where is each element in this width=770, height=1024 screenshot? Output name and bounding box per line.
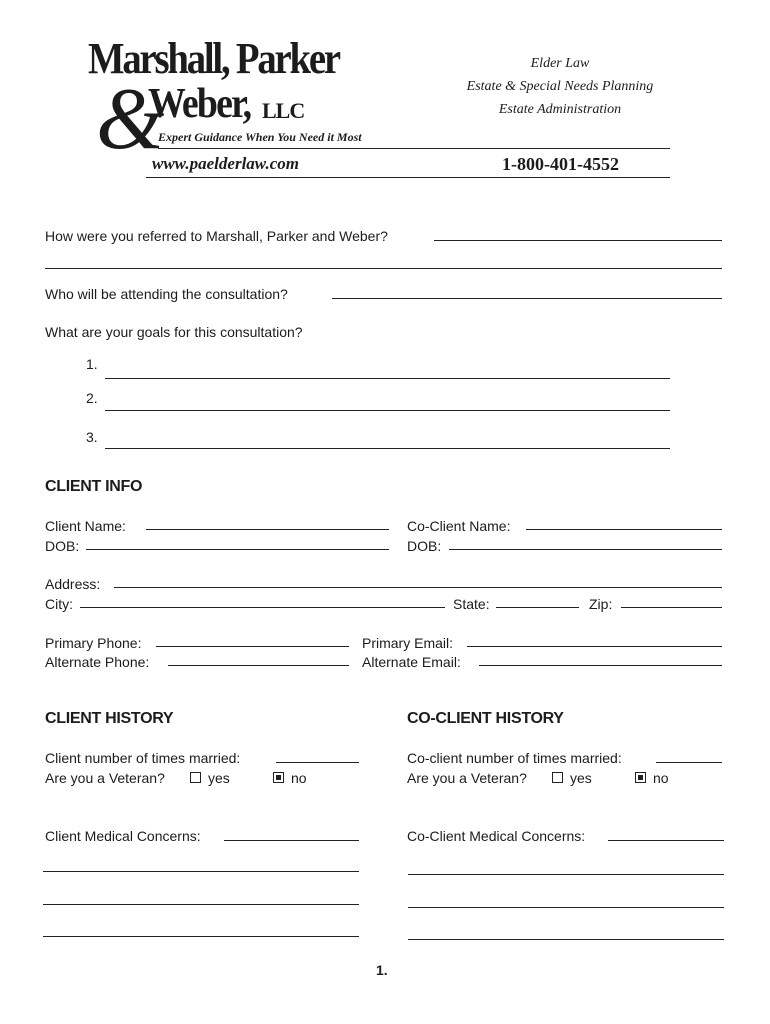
client-dob-label: DOB:: [45, 538, 80, 554]
coclient-veteran-no-checkbox[interactable]: [635, 772, 646, 783]
coclient-medical-line[interactable]: [408, 939, 724, 940]
referral-field-continued[interactable]: [45, 268, 722, 269]
address-field[interactable]: [114, 587, 722, 588]
client-veteran-yes-label: yes: [208, 770, 230, 786]
header-rule-bottom: [146, 177, 670, 178]
client-medical-line[interactable]: [43, 936, 359, 937]
client-veteran-no-label: no: [291, 770, 307, 786]
client-medical-line[interactable]: [43, 904, 359, 905]
referral-field[interactable]: [434, 240, 722, 241]
coclient-dob-field[interactable]: [449, 549, 722, 550]
city-label: City:: [45, 596, 73, 612]
client-history-heading: CLIENT HISTORY: [45, 710, 174, 727]
referral-question: How were you referred to Marshall, Parker and Weber?: [45, 228, 388, 244]
firm-phone: 1-800-401-4552: [502, 154, 619, 174]
goal-field-3[interactable]: [105, 448, 670, 449]
firm-website: www.paelderlaw.com: [152, 154, 300, 173]
coclient-medical-label: Co-Client Medical Concerns:: [407, 828, 586, 844]
firm-logo-line1: Marshall, Parker: [88, 34, 339, 83]
client-veteran-no-checkbox[interactable]: [273, 772, 284, 783]
client-medical-line[interactable]: [43, 871, 359, 872]
state-label: State:: [453, 596, 490, 612]
coclient-medical-line[interactable]: [408, 874, 724, 875]
coclient-times-married-label: Co-client number of times married:: [407, 750, 622, 766]
alternate-phone-field[interactable]: [168, 665, 349, 666]
coclient-veteran-label: Are you a Veteran?: [407, 770, 527, 786]
client-name-label: Client Name:: [45, 518, 126, 534]
attending-question: Who will be attending the consultation?: [45, 286, 288, 302]
coclient-medical-line[interactable]: [408, 907, 724, 908]
primary-phone-field[interactable]: [156, 646, 349, 647]
client-medical-field[interactable]: [224, 840, 359, 841]
coclient-veteran-no-label: no: [653, 770, 669, 786]
coclient-times-married-field[interactable]: [656, 762, 722, 763]
client-times-married-label: Client number of times married:: [45, 750, 241, 766]
coclient-medical-field[interactable]: [608, 840, 724, 841]
coclient-name-label: Co-Client Name:: [407, 518, 511, 534]
client-info-heading: CLIENT INFO: [45, 478, 143, 495]
coclient-veteran-yes-checkbox[interactable]: [552, 772, 563, 783]
state-field[interactable]: [496, 607, 579, 608]
coclient-dob-label: DOB:: [407, 538, 442, 554]
client-times-married-field[interactable]: [276, 762, 359, 763]
goal-number: 1.: [86, 356, 98, 372]
address-label: Address:: [45, 576, 101, 592]
page-number: 1.: [376, 962, 388, 978]
zip-field[interactable]: [621, 607, 722, 608]
coclient-name-field[interactable]: [526, 529, 722, 530]
goal-number: 3.: [86, 429, 98, 445]
primary-email-field[interactable]: [467, 646, 722, 647]
service-item: Estate & Special Needs Planning: [466, 79, 654, 94]
client-name-field[interactable]: [146, 529, 389, 530]
firm-logo-ampersand: &: [96, 71, 165, 168]
zip-label: Zip:: [589, 596, 613, 612]
coclient-veteran-yes-label: yes: [570, 770, 592, 786]
client-dob-field[interactable]: [86, 549, 389, 550]
header-rule-top: [158, 148, 670, 149]
firm-logo-line2: Weber,: [148, 81, 251, 127]
client-veteran-yes-checkbox[interactable]: [190, 772, 201, 783]
service-item: Elder Law: [530, 56, 590, 71]
goal-field-1[interactable]: [105, 378, 670, 379]
firm-tagline: Expert Guidance When You Need it Most: [158, 130, 362, 144]
client-medical-label: Client Medical Concerns:: [45, 828, 201, 844]
alternate-phone-label: Alternate Phone:: [45, 654, 150, 670]
attending-field[interactable]: [332, 298, 722, 299]
coclient-history-heading: CO-CLIENT HISTORY: [407, 710, 564, 727]
firm-logo-llc: LLC: [262, 98, 305, 123]
goal-field-2[interactable]: [105, 410, 670, 411]
service-item: Estate Administration: [498, 102, 622, 117]
city-field[interactable]: [80, 607, 445, 608]
goals-question: What are your goals for this consultation?: [45, 324, 303, 340]
primary-phone-label: Primary Phone:: [45, 635, 142, 651]
client-veteran-label: Are you a Veteran?: [45, 770, 165, 786]
alternate-email-label: Alternate Email:: [362, 654, 461, 670]
services-list: [452, 52, 668, 121]
primary-email-label: Primary Email:: [362, 635, 454, 651]
alternate-email-field[interactable]: [479, 665, 722, 666]
goal-number: 2.: [86, 390, 98, 406]
